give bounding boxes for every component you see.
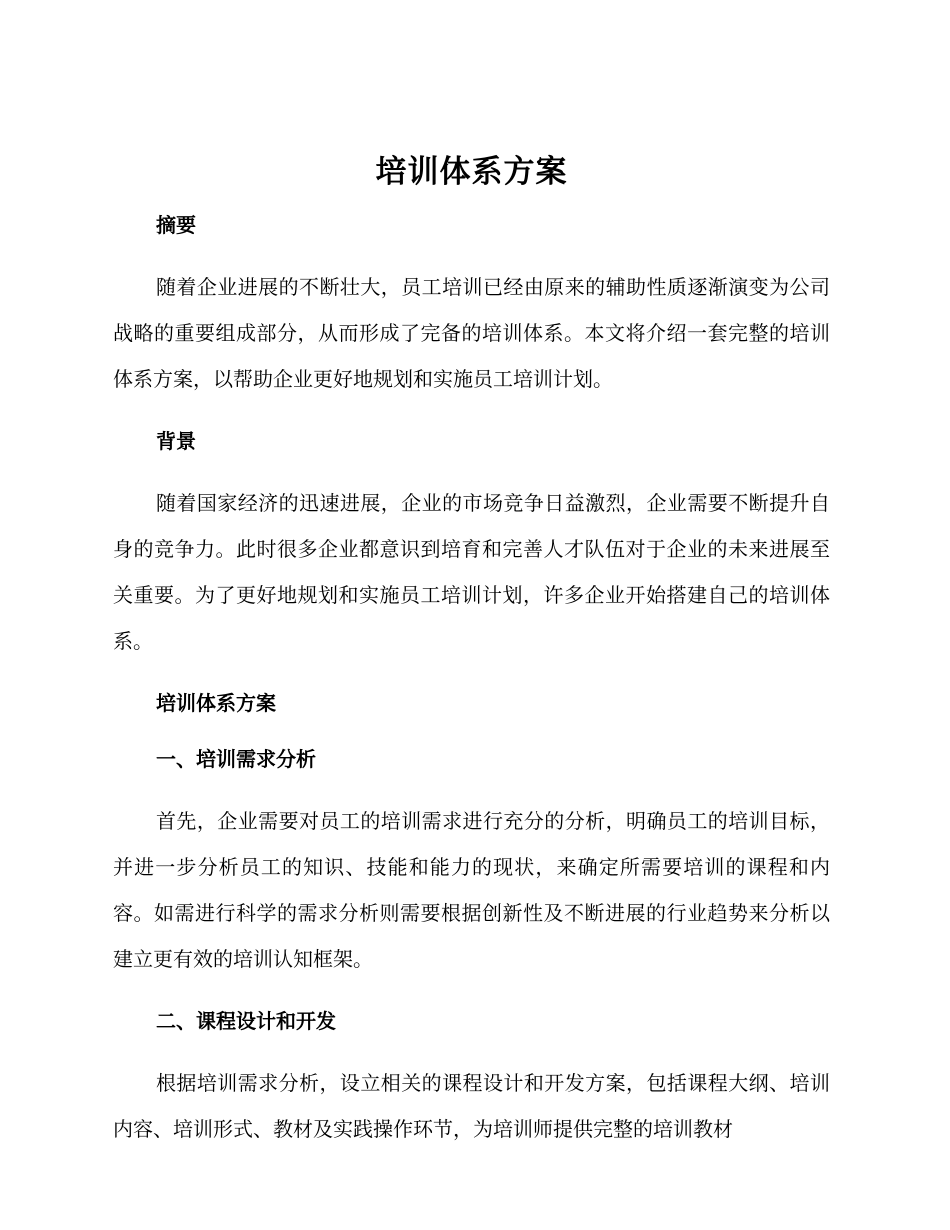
background-paragraph: 随着国家经济的迅速进展，企业的市场竞争日益激烈，企业需要不断提升自身的竞争力。此时很多企业都意识到培育和完善人才队伍对于企业的未来进展至关重要。为了更好地规划和实施员工培训计划，许多企业开始搭建自己的培训体系。 [113, 491, 830, 653]
document-title: 培训体系方案 [375, 154, 568, 190]
abstract-paragraph: 随着企业进展的不断壮大，员工培训已经由原来的辅助性质逐渐演变为公司战略的重要组成部分，从而形成了完备的培训体系。本文将介绍一套完整的培训体系方案，以帮助企业更好地规划和实施员工培训计划。 [113, 275, 830, 391]
background-heading: 背景 [156, 429, 196, 453]
abstract-heading: 摘要 [156, 213, 196, 237]
section-1-paragraph: 首先，企业需要对员工的培训需求进行充分的分析，明确员工的培训目标，并进一步分析员工的知识、技能和能力的现状，来确定所需要培训的课程和内容。如需进行科学的需求分析则需要根据创新性及不断进展的行业趋势来分析以建立更有效的培训认知框架。 [113, 809, 830, 971]
plan-heading: 培训体系方案 [156, 691, 276, 715]
section-1-heading: 一、培训需求分析 [156, 747, 316, 771]
section-2-heading: 二、课程设计和开发 [156, 1009, 336, 1033]
section-2-paragraph: 根据培训需求分析，设立相关的课程设计和开发方案，包括课程大纲、培训内容、培训形式、教材及实践操作环节，为培训师提供完整的培训教材 [113, 1071, 830, 1141]
